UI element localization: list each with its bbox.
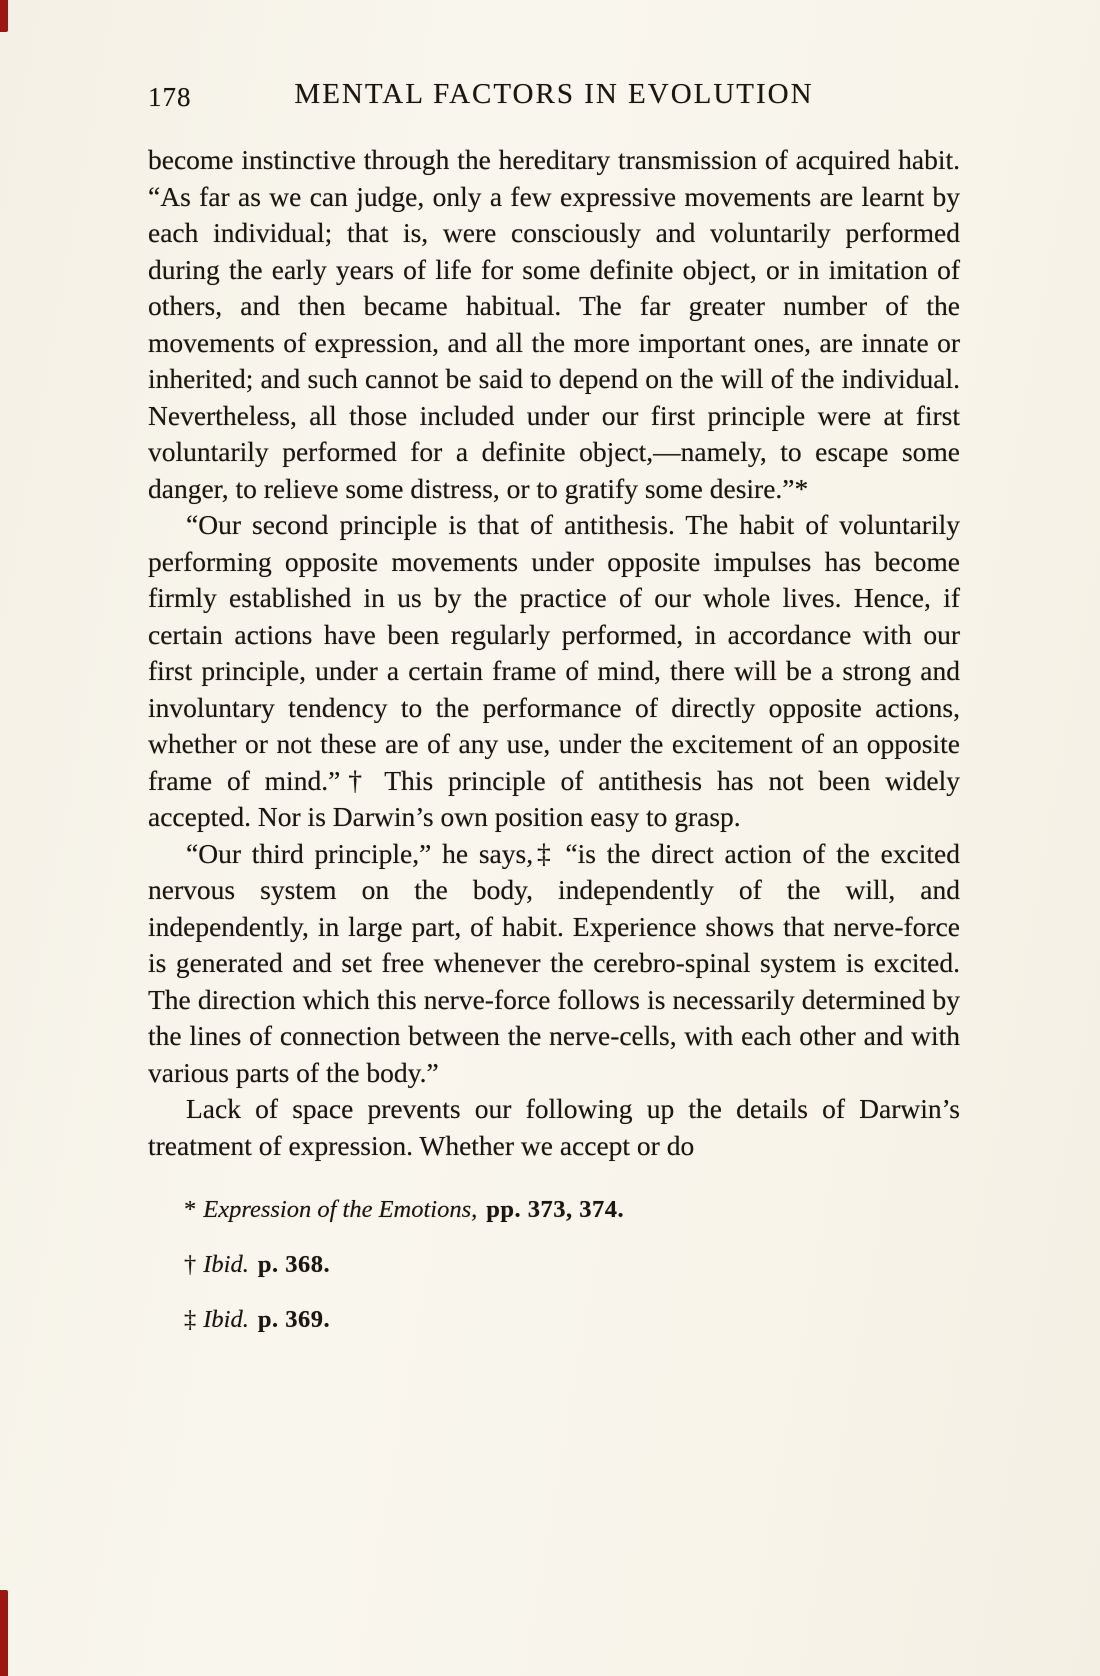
footnote-1-source: Expression of the Emotions, — [203, 1196, 478, 1223]
scan-edge-artifact-bottom — [0, 1590, 8, 1676]
footnote-1-pages: pp. 373, 374. — [486, 1196, 625, 1223]
footnote-3-pages: p. 369. — [257, 1306, 331, 1333]
footnote-2-marker: † — [184, 1251, 197, 1278]
scan-edge-artifact-top — [0, 0, 8, 32]
footnote-3 — [184, 1304, 960, 1336]
page-number: 178 — [148, 82, 192, 112]
paragraph-4: Lack of space prevents our following up the details of Darwin’s treatment of expression. Whether we accept or do — [148, 1093, 960, 1161]
footnotes-section — [148, 1194, 960, 1336]
paragraph-2: “Our second principle is that of antithesis. The habit of voluntarily performing opposite movements under opposite impulses has become firmly established in us by the practice of our whole lives. Hence, if certain actions have been regularly performed, in accordance with our first principle, under a certain frame of mind, there will be a strong and involuntary tendency to the performance of directly opposite actions, whether or not these are of any use, under the excitement of an opposite frame of mind.”† This principle of antithesis has not been widely accepted. Nor is Darwin’s own position easy to grasp. — [148, 509, 960, 832]
page-content — [148, 78, 960, 1359]
footnote-2 — [184, 1249, 960, 1281]
footnote-3-marker: ‡ — [184, 1306, 197, 1333]
footnote-2-source: Ibid. — [203, 1251, 249, 1278]
footnote-1 — [184, 1194, 960, 1226]
paragraph-3: “Our third principle,” he says,‡ “is the direct action of the excited nervous system on the body, independently of the will, and independently, in large part, of habit. Experience shows that nerve-force is generated and set free whenever the cerebro-spinal system is excited. The direction which this nerve-force follows is necessarily determined by the lines of connection between the nerve-cells, with each other and with various parts of the body.” — [148, 837, 960, 1088]
running-head: MENTAL FACTORS IN EVOLUTION — [294, 78, 814, 110]
footnote-3-source: Ibid. — [203, 1306, 249, 1333]
footnote-1-marker: * — [184, 1196, 197, 1223]
paragraph-1: become instinctive through the hereditary transmission of acquired habit. “As far as we can judge, only a few expressive movements are learnt by each individual; that is, were consciously and voluntarily performed during the early years of life for some definite object, or in imitation of others, and then became habitual. The far greater number of the movements of expression, and all the more important ones, are innate or inherited; and such cannot be said to depend on the will of the individual. Nevertheless, all those included under our first principle were at first voluntarily performed for a definite object,—namely, to escape some danger, to relieve some distress, or to gratify some desire.”* — [148, 144, 960, 504]
page-header — [148, 78, 960, 118]
footnote-2-pages: p. 368. — [257, 1251, 331, 1278]
